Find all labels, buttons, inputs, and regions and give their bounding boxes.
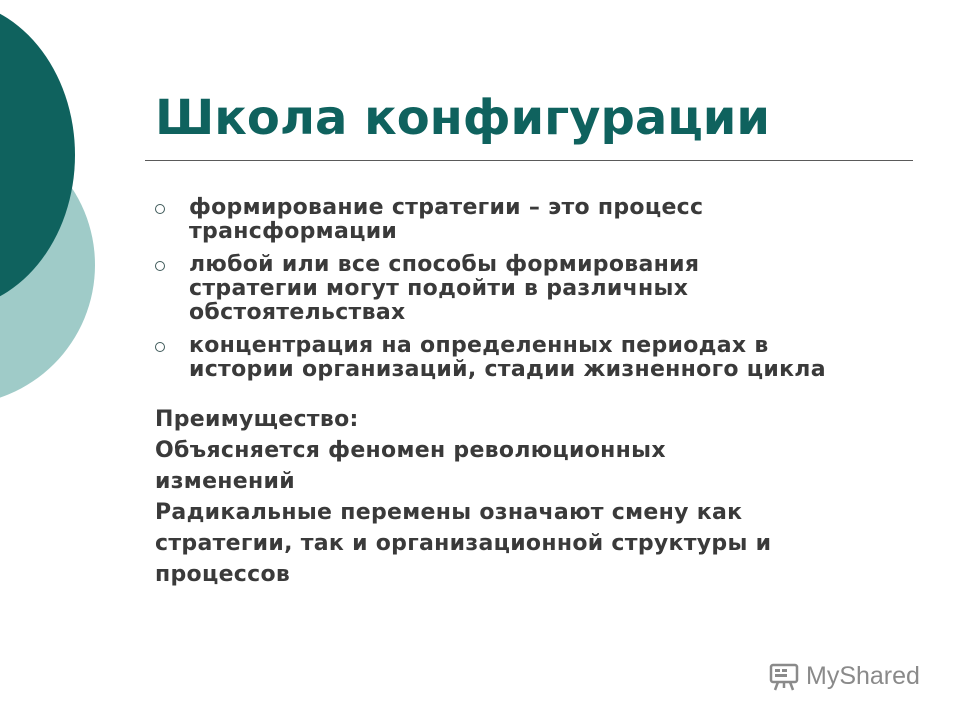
body-paragraphs	[155, 404, 895, 590]
bullet-circle-icon	[155, 261, 165, 271]
watermark	[768, 656, 938, 696]
bullet-text: концентрация на определенных периодах в истории организаций, стадии жизненного цикла	[189, 333, 826, 382]
bullet-circle-icon	[155, 342, 165, 352]
title-divider	[145, 160, 913, 161]
watermark-text: MyShared	[806, 661, 920, 690]
advantage-heading: Преимущество:	[155, 407, 359, 432]
bullet-item	[155, 196, 895, 244]
slide-title: Школа конфигурации	[155, 90, 771, 146]
bullet-list	[155, 196, 895, 391]
paragraph: Радикальные перемены означают смену как стратегии, так и организационной структуры и процессов	[155, 500, 772, 587]
paragraph: Объясняется феномен революционных изменений	[155, 438, 666, 494]
bullet-circle-icon	[155, 204, 165, 214]
presentation-board-icon	[768, 660, 800, 692]
bullet-text: любой или все способы формирования стратегии могут подойти в различных обстоятельствах	[189, 252, 700, 325]
bullet-item	[155, 253, 895, 325]
bullet-item	[155, 334, 895, 382]
bullet-text: формирование стратегии – это процесс трансформации	[189, 195, 704, 244]
